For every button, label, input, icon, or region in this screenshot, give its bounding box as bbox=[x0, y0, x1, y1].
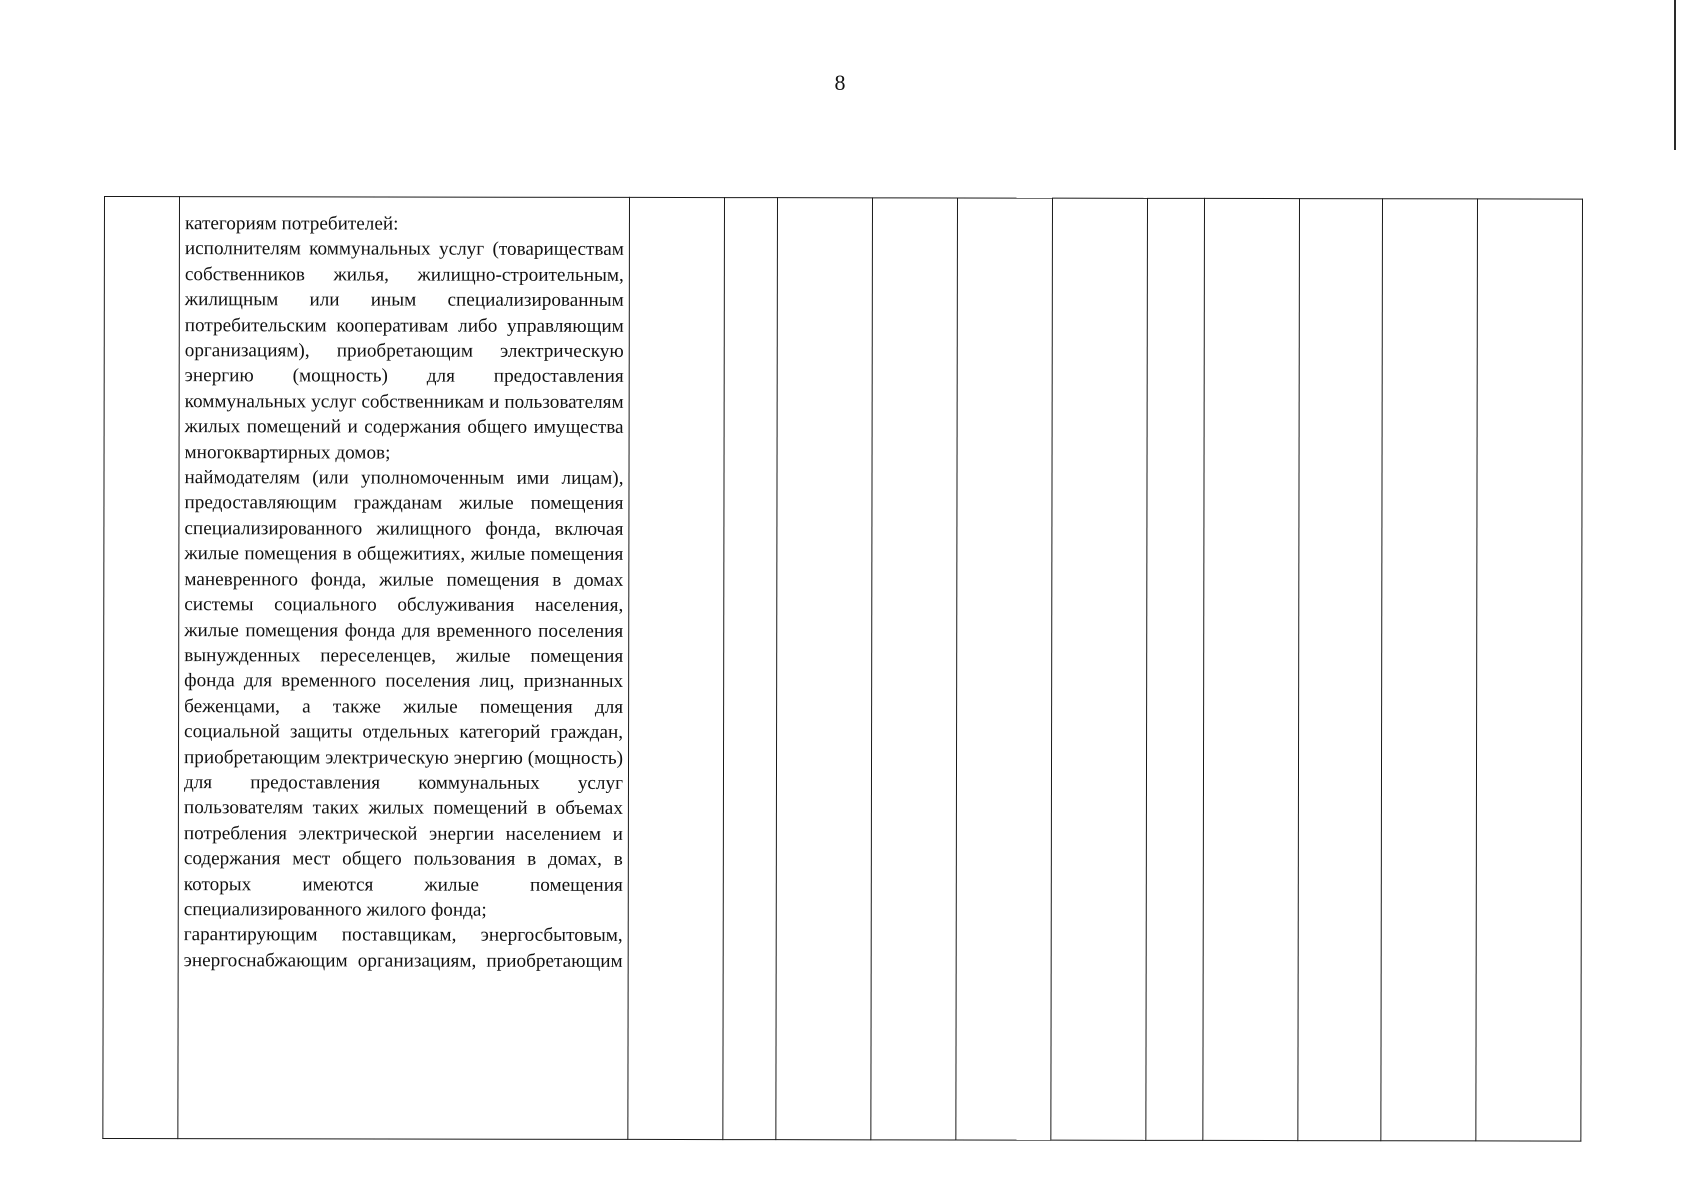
table-cell-empty bbox=[1146, 198, 1205, 1140]
tariff-table bbox=[102, 196, 1582, 1142]
table-cell-empty bbox=[1203, 198, 1300, 1140]
table-cell-description bbox=[178, 197, 630, 1140]
table-cell-empty bbox=[1476, 199, 1583, 1141]
table-cell-empty bbox=[871, 198, 958, 1140]
table-cell-empty bbox=[628, 197, 725, 1139]
paragraph-landlords: наймодателям (или уполномоченным ими лицам), предоставляющим гражданам жилые помещения специализированного жилищного фонда, включая жилые помещения в общежитиях, жилые помещения маневренного фонда, жилые помещения в домах системы социального обслуживания населения, жилые помещения фонда для временного поселения вынужденных переселенцев, жилые помещения фонда для временного поселения лиц, признанных беженцами, а также жилые помещения для социальной защиты отдельных категорий граждан, приобретающим электрическую энергию (мощность) для предоставления коммунальных услуг пользователям таких жилых помещений в объемах потребления электрической энергии населением и содержания мест общего пользования в домах, в которых имеются жилые помещения специализированного жилого фонда; bbox=[183, 467, 624, 921]
table-cell-empty bbox=[1381, 199, 1478, 1141]
page-number: 8 bbox=[834, 70, 846, 95]
table-cell-number bbox=[103, 197, 180, 1139]
paragraph-service-providers: исполнителям коммунальных услуг (товариществам собственников жилья, жилищно-строительным, жилищным или иным специализированным потребительским кооперативам либо управляющим организациям), приобретающим электрическую энергию (мощность) для предоставления коммунальных услуг собственникам и пользователям жилых помещений и содержания общего имущества многоквартирных домов; bbox=[184, 238, 624, 464]
table-cell-empty bbox=[723, 198, 778, 1140]
table-cell-empty bbox=[956, 198, 1053, 1140]
paragraph-suppliers: гарантирующим поставщикам, энергосбытовым, энергоснабжающим организациям, приобретающим bbox=[183, 924, 623, 972]
table-cell-empty bbox=[1298, 199, 1383, 1141]
table-row bbox=[103, 197, 1583, 1142]
table-grid bbox=[102, 196, 1583, 1142]
table-cell-empty bbox=[1051, 198, 1148, 1140]
table-cell-empty bbox=[776, 198, 873, 1140]
paragraph-categories: категориям потребителей: bbox=[184, 213, 399, 235]
page-edge-line bbox=[1674, 0, 1676, 150]
